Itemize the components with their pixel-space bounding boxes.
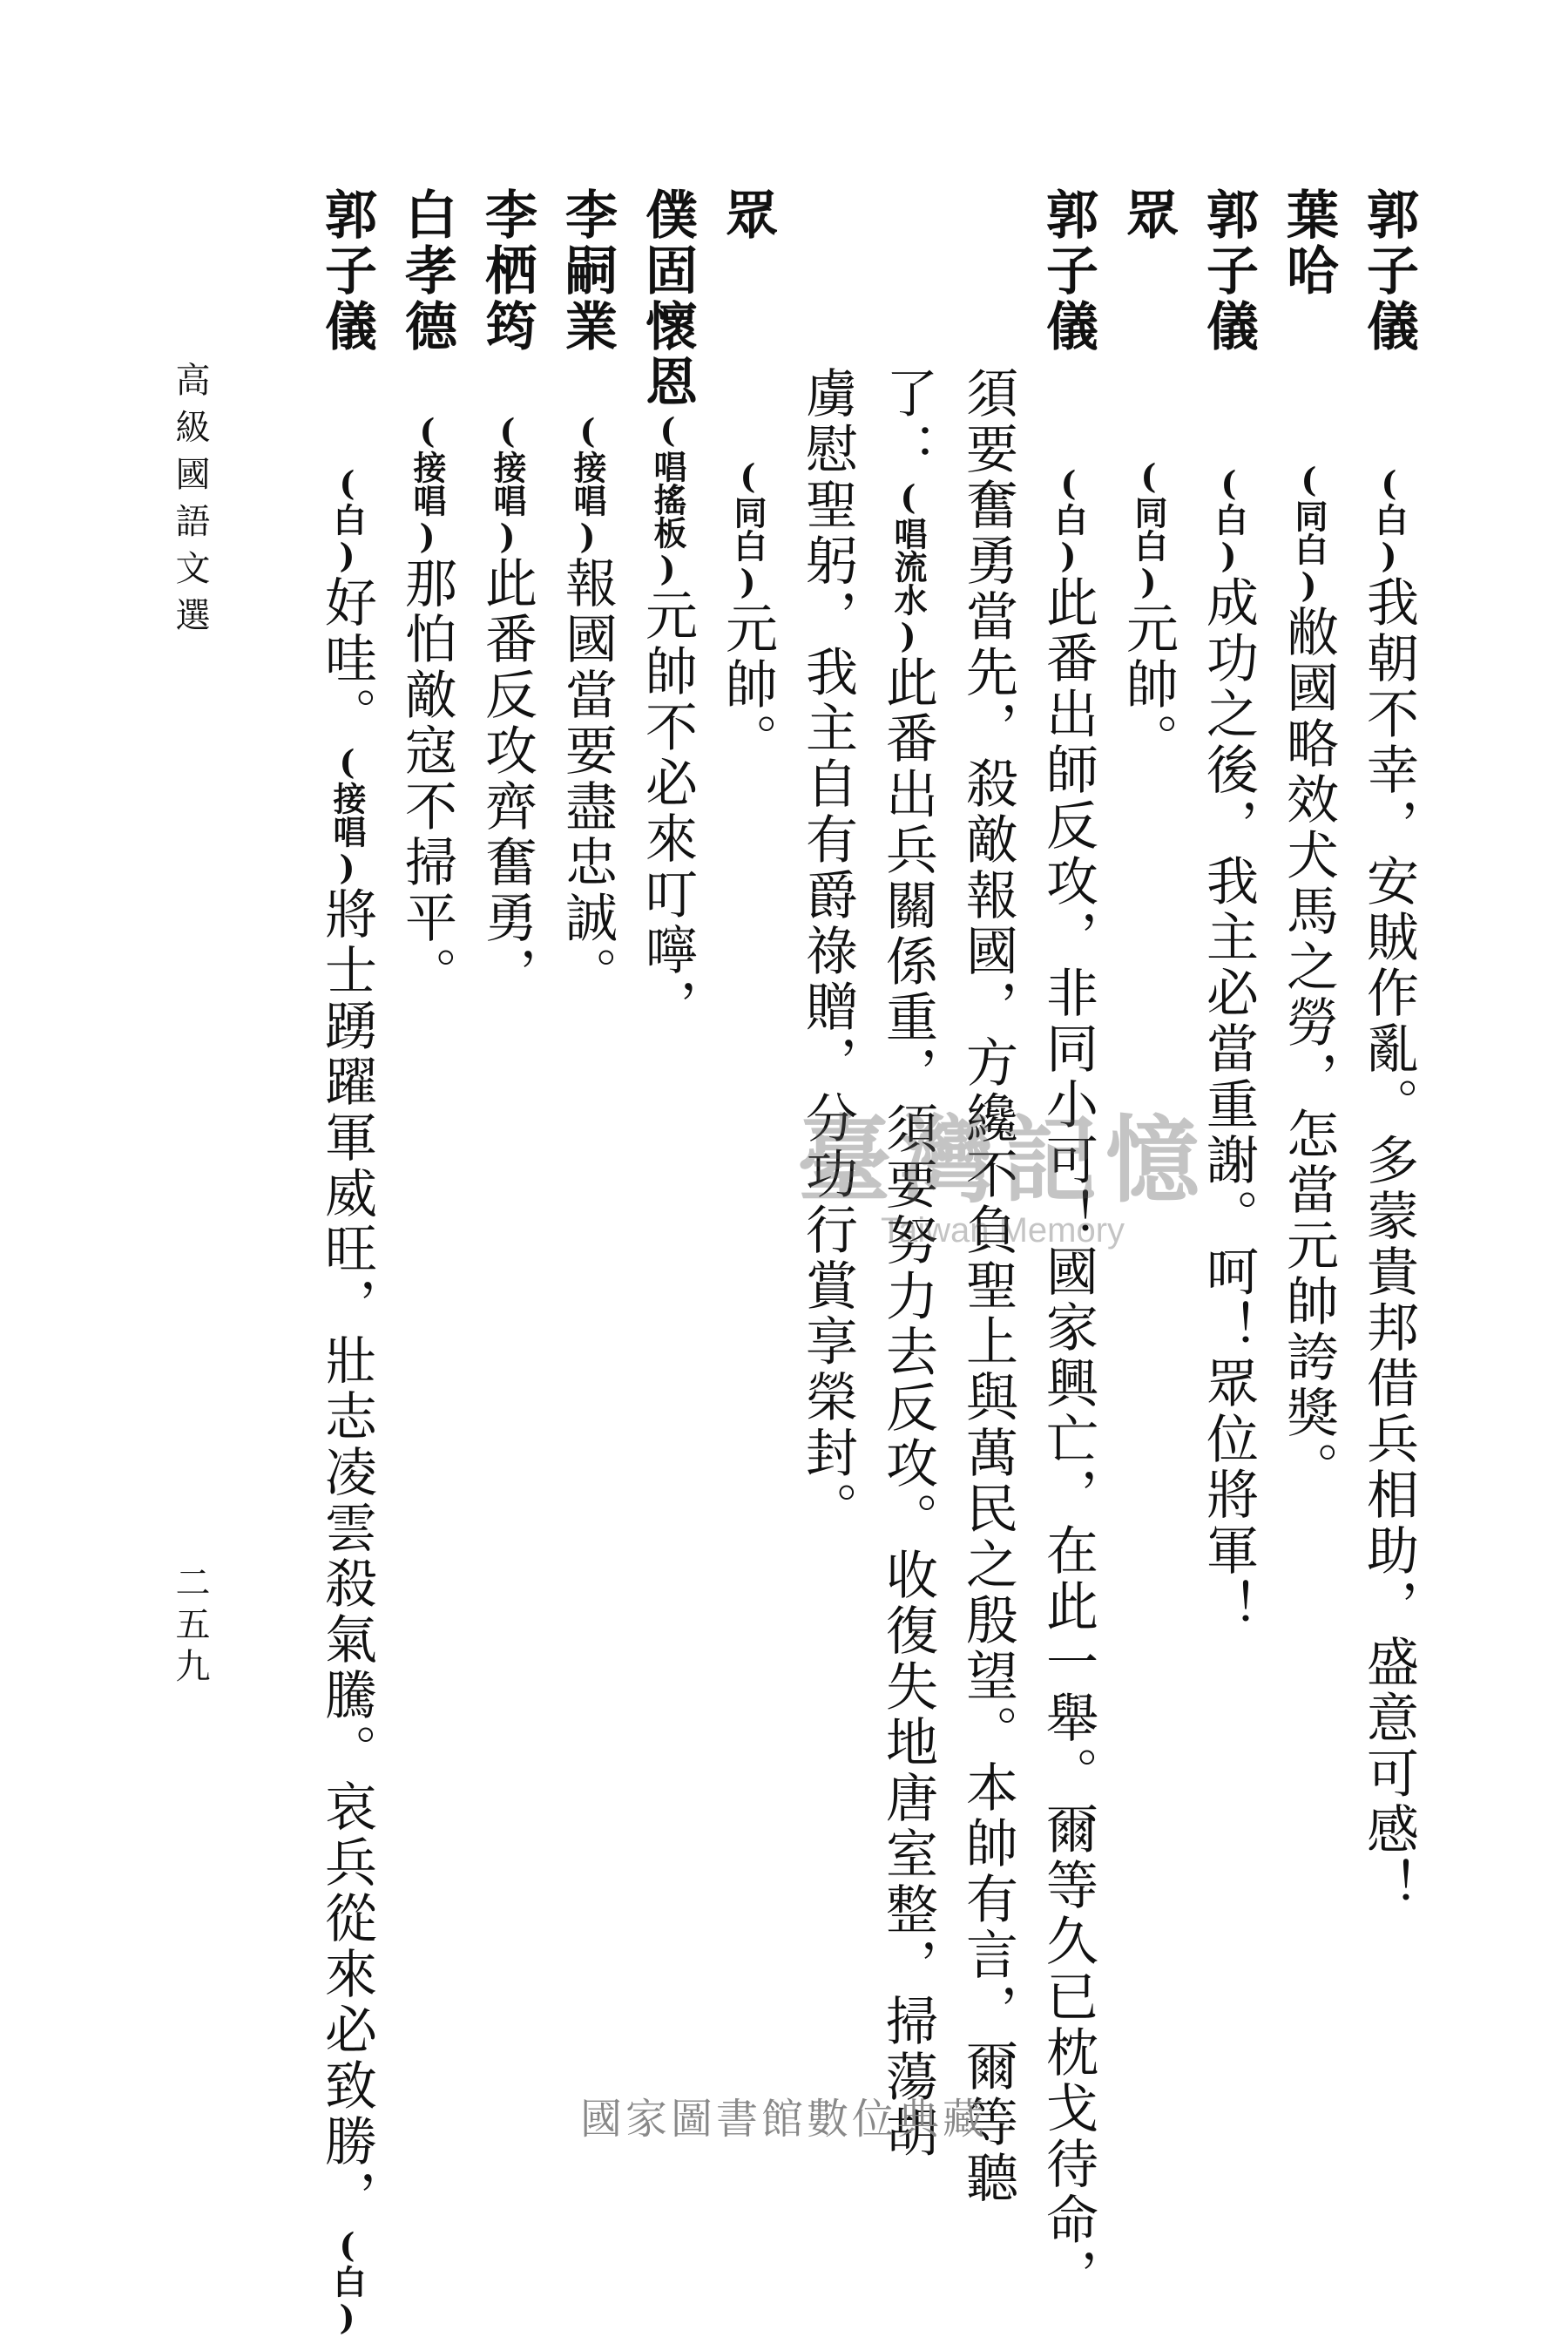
stage-cue: (唱流水) xyxy=(889,478,928,655)
speech-text: 此番反攻齊奮勇， xyxy=(476,556,537,1002)
speaker-name: 眾 xyxy=(1118,187,1179,243)
speech-text: 將士踴躍軍威旺，壯志凌雲殺氣騰。哀兵從來必致勝， xyxy=(316,887,377,2225)
speaker-name: 眾 xyxy=(717,187,778,243)
speaker-name: 李栖筠 xyxy=(476,187,537,355)
stage-cue: (同白) xyxy=(1129,457,1168,601)
stage-cue: (接唱) xyxy=(488,411,527,556)
speech-text: 了： xyxy=(877,366,938,478)
dialogue-line xyxy=(1348,187,1429,1982)
speech-text: 成功之後，我主必當重謝。呵！眾位將軍！ xyxy=(1198,575,1259,1635)
stage-cue: (接唱) xyxy=(408,411,447,556)
watermark-chinese: 臺灣記憶 xyxy=(797,1106,1209,1216)
dialogue-line xyxy=(307,187,387,2337)
speech-text: 好哇。 xyxy=(316,575,377,742)
speech-text: 敝國略效犬馬之勞，怎當元帥誇獎。 xyxy=(1278,605,1339,1497)
dialogue-line xyxy=(627,187,707,1982)
stage-cue: (白) xyxy=(1369,464,1409,575)
speech-text: 報國當要盡忠誠。 xyxy=(557,556,618,1002)
watermark-english: Taiwan Memory xyxy=(880,1211,1125,1250)
speech-text: 此番出兵關係重，須要努力去反攻。收復失地唐室整，掃蕩胡 xyxy=(877,655,938,2161)
speaker-name: 白孝德 xyxy=(396,187,457,355)
speech-text: 元帥。 xyxy=(1118,601,1179,769)
stage-cue: (白) xyxy=(328,464,367,575)
speech-text: 虜慰聖躬，我主自有爵祿贈，分功行賞享榮封。 xyxy=(797,366,858,1537)
stage-cue: (接唱) xyxy=(328,742,367,887)
speech-text: 此番出師反攻，非同小可！國家興亡，在此一舉。爾等久已枕戈待命， xyxy=(1037,575,1098,2304)
stage-cue: (白) xyxy=(328,2225,367,2337)
speaker-name: 葉哈 xyxy=(1278,187,1339,299)
page-number: 二五九 xyxy=(170,1564,210,1690)
speech-text: 我朝不幸，安賊作亂。多蒙貴邦借兵相助，盛意可感！ xyxy=(1358,575,1419,1914)
speech-text: 須要奮勇當先，殺敵報國，方纔不負聖上與萬民之殷望。本帥有言，爾等聽 xyxy=(957,366,1018,2206)
stage-cue: (同白) xyxy=(1289,460,1328,605)
running-title: 高級國語文選 xyxy=(170,362,210,644)
stage-cue: (白) xyxy=(1049,464,1088,575)
stage-cue: (同白) xyxy=(728,457,767,601)
stage-cue: (唱搖板) xyxy=(648,410,687,588)
speaker-name: 僕固懷恩 xyxy=(637,187,698,410)
speech-text: 元帥不必來叮嚀， xyxy=(637,588,698,1034)
speaker-name: 李嗣業 xyxy=(557,187,618,355)
dialogue-line xyxy=(707,187,787,1982)
footer-credit: 國家圖書館數位典藏 xyxy=(579,2095,988,2144)
stage-cue: (接唱) xyxy=(568,411,607,556)
dialogue-line xyxy=(547,187,627,1982)
speaker-name: 郭子儀 xyxy=(1358,187,1419,355)
speaker-name: 郭子儀 xyxy=(1198,187,1259,355)
watermark xyxy=(797,1085,1208,1250)
stage-cue: (白) xyxy=(1209,464,1248,575)
speaker-name: 郭子儀 xyxy=(316,187,377,355)
speech-text: 元帥。 xyxy=(717,601,778,769)
speaker-name: 郭子儀 xyxy=(1037,187,1098,355)
dialogue-line xyxy=(387,187,467,1982)
dialogue-line xyxy=(1268,187,1348,1982)
speech-text: 那怕敵寇不掃平。 xyxy=(396,556,457,1002)
dialogue-line xyxy=(467,187,547,1982)
